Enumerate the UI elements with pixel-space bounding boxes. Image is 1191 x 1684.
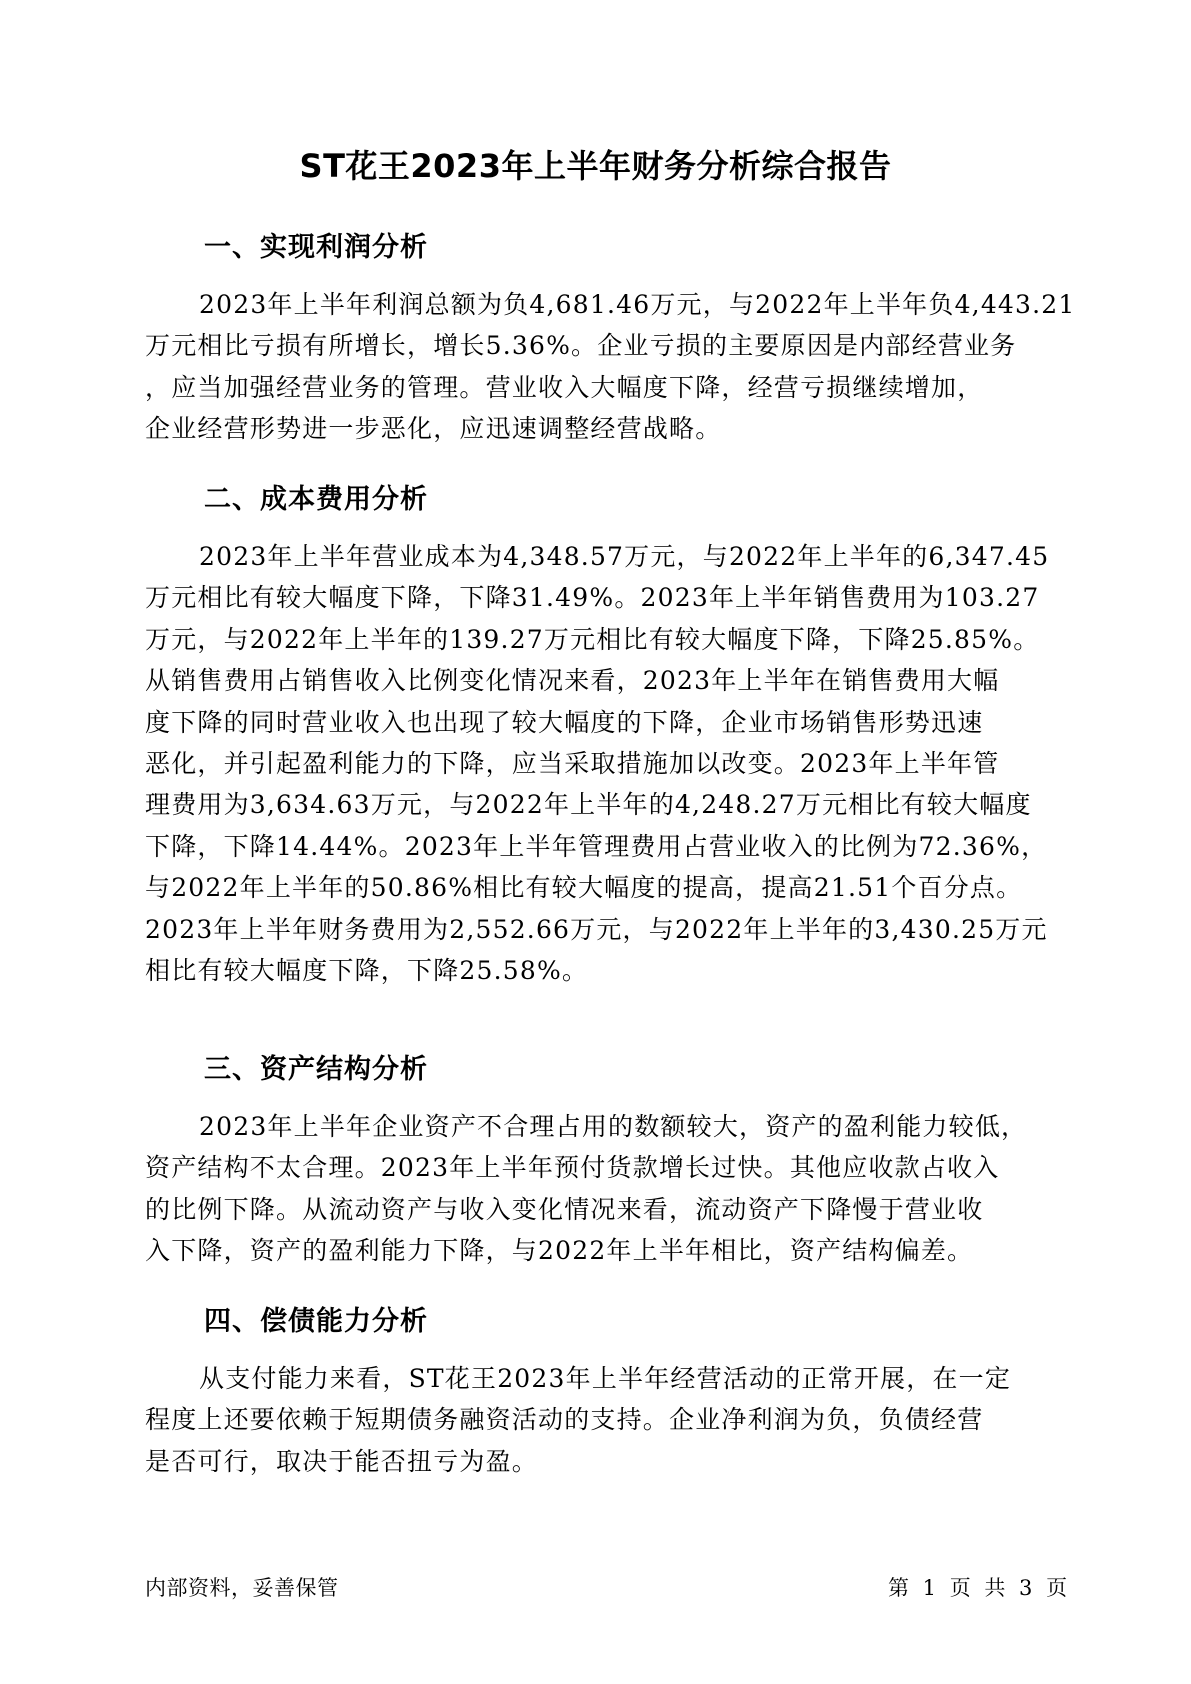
paragraph-line: 从支付能力来看，ST花王2023年上半年经营活动的正常开展，在一定 xyxy=(199,1364,1012,1393)
paragraph-line: 恶化，并引起盈利能力的下降，应当采取措施加以改变。2023年上半年管 xyxy=(145,749,1000,779)
paragraph-line: ，应当加强经营业务的管理。营业收入大幅度下降，经营亏损继续增加， xyxy=(145,372,984,402)
paragraph-line: 万元相比亏损有所增长，增长5.36%。企业亏损的主要原因是内部经营业务 xyxy=(145,331,1017,361)
section-heading-cost: 二、成本费用分析 xyxy=(204,484,428,515)
footer-page-number: 第 1 页 共 3 页 xyxy=(888,1576,1068,1600)
paragraph-line: 入下降，资产的盈利能力下降，与2022年上半年相比，资产结构偏差。 xyxy=(145,1236,974,1266)
paragraph-line: 万元相比有较大幅度下降，下降31.49%。2023年上半年销售费用为103.27 xyxy=(145,583,1040,613)
section-body-profit xyxy=(145,284,1076,450)
paragraph-line: 与2022年上半年的50.86%相比有较大幅度的提高，提高21.51个百分点。 xyxy=(145,873,1023,903)
section-body-solvency xyxy=(145,1358,1045,1482)
paragraph-line: 2023年上半年营业成本为4,348.57万元，与2022年上半年的6,347.45 xyxy=(199,542,1050,571)
document-title: ST花王2023年上半年财务分析综合报告 xyxy=(299,147,892,185)
paragraph-line: 下降，下降14.44%。2023年上半年管理费用占营业收入的比例为72.36%， xyxy=(145,831,1048,861)
section-body-cost xyxy=(145,536,1050,991)
footer-confidential-note: 内部资料，妥善保管 xyxy=(145,1576,339,1600)
section-body-assets xyxy=(145,1106,1045,1272)
section-heading-profit: 一、实现利润分析 xyxy=(204,232,428,263)
paragraph-line: 2023年上半年利润总额为负4,681.46万元，与2022年上半年负4,443.21 xyxy=(199,290,1076,319)
section-heading-assets: 三、资产结构分析 xyxy=(204,1054,428,1085)
paragraph-line: 程度上还要依赖于短期债务融资活动的支持。企业净利润为负，负债经营 xyxy=(145,1405,984,1435)
paragraph-line: 从销售费用占销售收入比例变化情况来看，2023年上半年在销售费用大幅 xyxy=(145,666,1000,696)
paragraph-line: 是否可行，取决于能否扭亏为盈。 xyxy=(145,1446,539,1476)
paragraph-line: 万元，与2022年上半年的139.27万元相比有较大幅度下降，下降25.85%。 xyxy=(145,624,1040,654)
paragraph-line: 相比有较大幅度下降，下降25.58%。 xyxy=(145,956,589,986)
section-heading-solvency: 四、偿债能力分析 xyxy=(204,1306,428,1337)
paragraph-line: 的比例下降。从流动资产与收入变化情况来看，流动资产下降慢于营业收 xyxy=(145,1194,984,1224)
paragraph-line: 度下降的同时营业收入也出现了较大幅度的下降，企业市场销售形势迅速 xyxy=(145,707,984,737)
paragraph-line: 2023年上半年财务费用为2,552.66万元，与2022年上半年的3,430.25万元 xyxy=(145,914,1048,944)
paragraph-line: 资产结构不太合理。2023年上半年预付货款增长过快。其他应收款占收入 xyxy=(145,1153,1000,1183)
paragraph-line: 企业经营形势进一步恶化，应迅速调整经营战略。 xyxy=(145,414,722,444)
paragraph-line: 理费用为3,634.63万元，与2022年上半年的4,248.27万元相比有较大幅度 xyxy=(145,790,1032,820)
paragraph-line: 2023年上半年企业资产不合理占用的数额较大，资产的盈利能力较低， xyxy=(199,1112,1028,1141)
